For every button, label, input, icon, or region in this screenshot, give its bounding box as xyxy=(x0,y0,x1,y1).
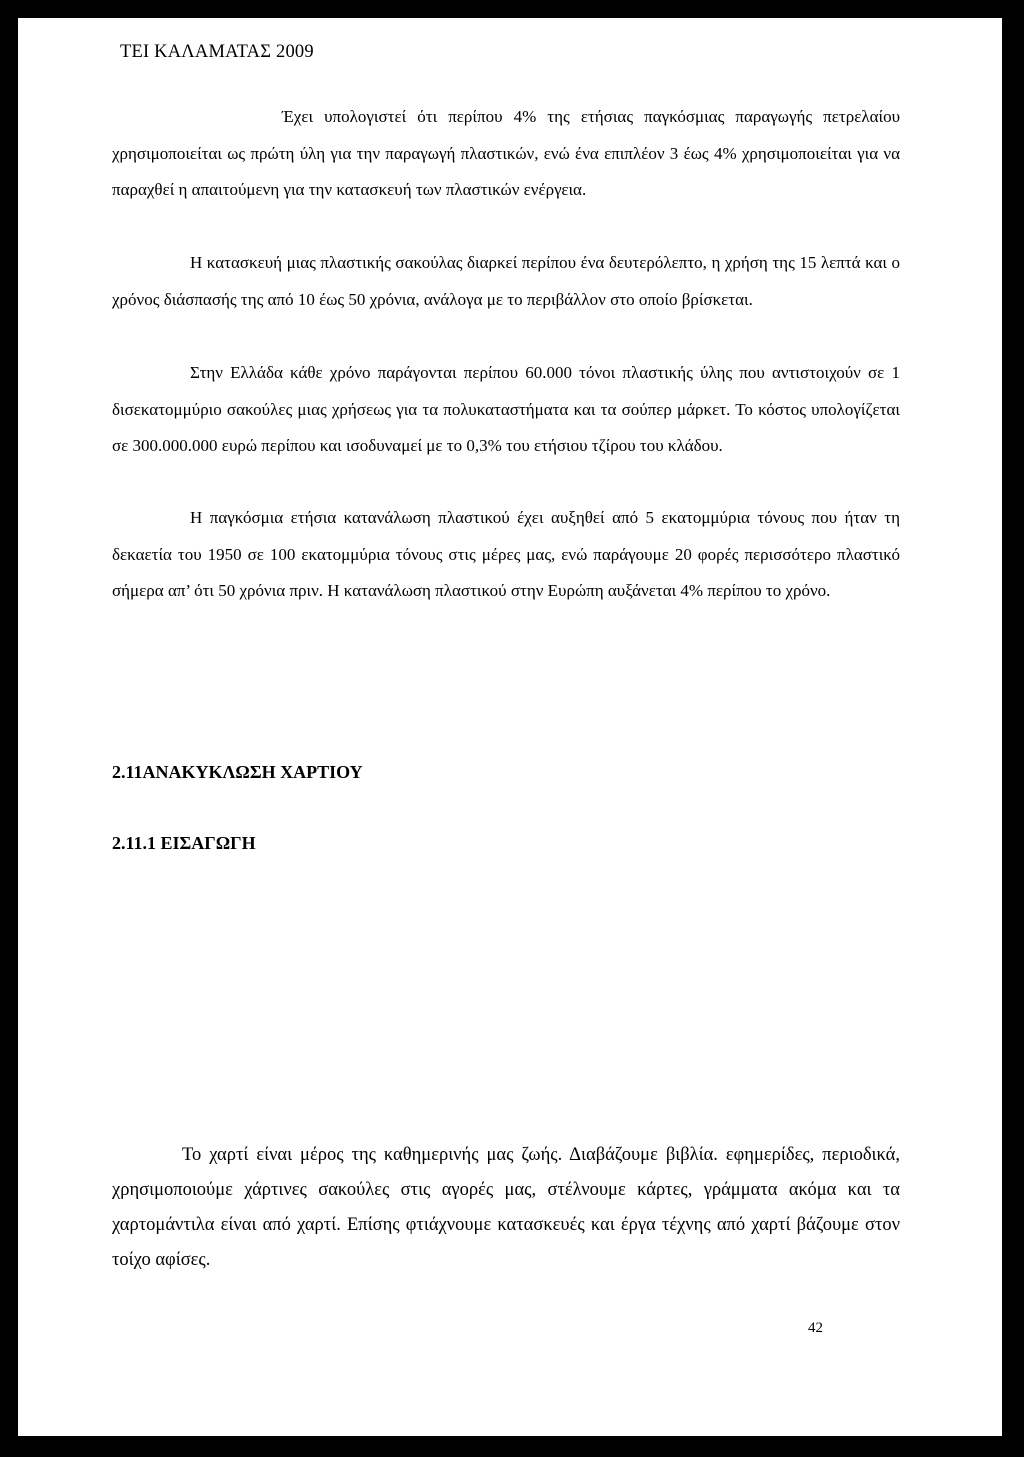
paragraph-greece-production: Στην Ελλάδα κάθε χρόνο παράγονται περίπου 60.000 τόνοι πλαστικής ύλης που αντιστοιχούν σε 1 δισεκατομμύριο σακούλες μιας χρήσεως για τα πολυκαταστήματα και τα σούπερ μάρκετ. Το κόστος υπολογίζεται σε 300.000.000 ευρώ περίπου και ισοδυναμεί με το 0,3% του ετήσιου τζίρου του κλάδου. xyxy=(112,363,900,455)
running-header: ΤΕΙ ΚΑΛΑΜΑΤΑΣ 2009 xyxy=(120,42,314,62)
paragraph-oil-usage: Έχει υπολογιστεί ότι περίπου 4% της ετήσιας παγκόσμιας παραγωγής πετρελαίου χρησιμοποιείται ως πρώτη ύλη για την παραγωγή πλαστικών, ενώ ένα επιπλέον 3 έως 4% χρησιμοποιείται για να παραχθεί η απαιτούμενη για την κατασκευή των πλαστικών ενέργεια. xyxy=(112,107,900,199)
paragraph-paper-intro: Το χαρτί είναι μέρος της καθημερινής μας ζωής. Διαβάζουμε βιβλία. εφημερίδες, περιοδικά, χρησιμοποιούμε χάρτινες σακούλες στις αγορές μας, στέλνουμε κάρτες, γράμματα ακόμα και τα χαρτομάντιλα είναι από χαρτί. Επίσης φτιάχνουμε κατασκευές και έργα τέχνης από χαρτί βάζουμε στον τοίχο αφίσες. xyxy=(112,1145,900,1270)
paragraph-bag-lifecycle: Η κατασκευή μιας πλαστικής σακούλας διαρκεί περίπου ένα δευτερόλεπτο, η χρήση της 15 λεπτά και ο χρόνος διάσπασής της από 10 έως 50 χρόνια, ανάλογα με το περιβάλλον στο οποίο βρίσκεται. xyxy=(112,253,900,309)
document-sheet xyxy=(18,18,1002,1436)
page-number: 42 xyxy=(808,1320,823,1336)
section-heading: 2.11ΑΝΑΚΥΚΛΩΣΗ ΧΑΡΤΙΟΥ xyxy=(112,762,363,782)
subsection-heading: 2.11.1 ΕΙΣΑΓΩΓΗ xyxy=(112,833,256,853)
paragraph-global-consumption: Η παγκόσμια ετήσια κατανάλωση πλαστικού έχει αυξηθεί από 5 εκατομμύρια τόνους που ήταν τη δεκαετία του 1950 σε 100 εκατομμύρια τόνους στις μέρες μας, ενώ παράγουμε 20 φορές περισσότερο πλαστικό σήμερα απ’ ότι 50 χρόνια πριν. Η κατανάλωση πλαστικού στην Ευρώπη αυξάνεται 4% περίπου το χρόνο. xyxy=(112,508,900,600)
